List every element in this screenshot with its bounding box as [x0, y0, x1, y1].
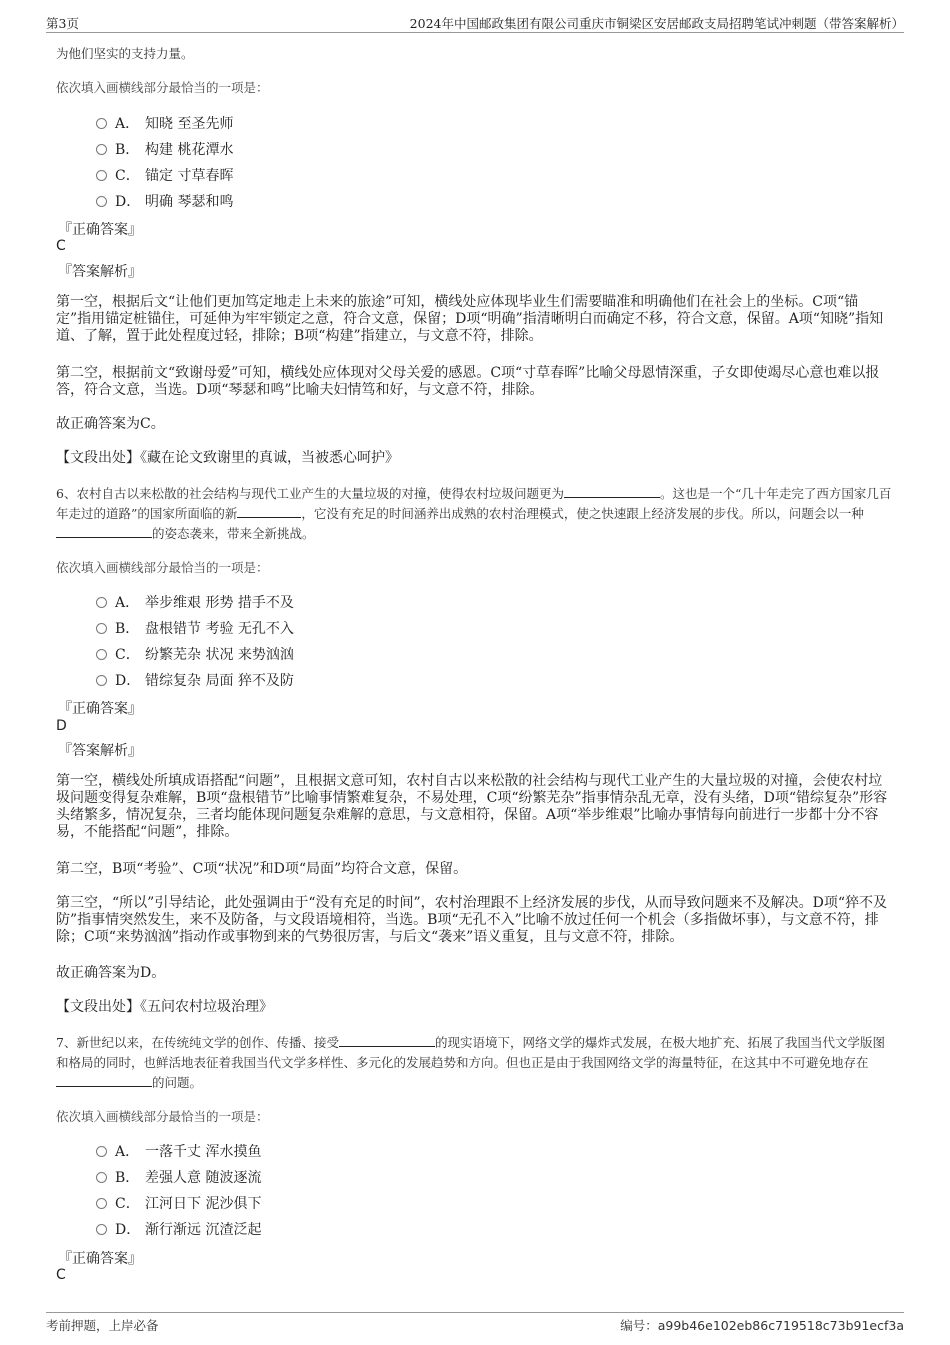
q6-analysis-3: 第三空，“所以”引导结论，此处强调由于“没有充足的时间”，农村治理跟不上经济发展的步伐，从而导致问题来不及解决。D项“猝不及防”指事情突然发生，来不及防备，与文段语境相符，当选。B项“无孔不入”比喻不放过任何一个机会（多指做坏事），与文意不符，排除；C项“来势汹汹”指动作或事物到来的气势很厉害，与后文“袭来”语义重复，且与文意不符，排除。 — [56, 895, 888, 945]
q7-option-c[interactable]: C． 江河日下 泥沙俱下 — [96, 1194, 261, 1214]
q6-option-b[interactable]: B． 盘根错节 考验 无孔不入 — [96, 619, 294, 639]
footer-slogan: 考前押题，上岸必备 — [46, 1318, 159, 1333]
q5-analysis-2: 第二空，根据前文“致谢母爱”可知，横线处应体现对父母关爱的感恩。C项“寸草春晖”比喻父母恩情深重，子女即使竭尽心意也难以报答，符合文意，当选。D项“琴瑟和鸣”比喻夫妇情笃和好，与文意不符，排除。 — [56, 365, 880, 398]
radio-icon[interactable] — [96, 675, 107, 686]
q7-option-b[interactable]: B． 差强人意 随波逐流 — [96, 1168, 261, 1188]
page-header — [46, 12, 904, 33]
q5-option-c[interactable]: C． 锚定 寸草春晖 — [96, 166, 233, 186]
q6-source: 【文段出处】《五问农村垃圾治理》 — [56, 999, 273, 1015]
q7-answer-header: 『正确答案』 — [58, 1251, 142, 1267]
document-title: 2024年中国邮政集团有限公司重庆市铜梁区安居邮政支局招聘笔试冲刺题（带答案解析） — [409, 16, 904, 31]
q5-option-b[interactable]: B． 构建 桃花潭水 — [96, 140, 233, 160]
radio-icon[interactable] — [96, 1146, 107, 1157]
q5-analysis-conclusion: 故正确答案为C。 — [56, 416, 165, 432]
q6-analysis-header: 『答案解析』 — [58, 743, 142, 759]
q6-analysis-2: 第二空，B项“考验”、C项“状况”和D项“局面”均符合文意，保留。 — [56, 861, 468, 877]
q6-option-a[interactable]: A． 举步维艰 形势 措手不及 — [96, 593, 294, 613]
radio-icon[interactable] — [96, 170, 107, 181]
q6-option-c[interactable]: C． 纷繁芜杂 状况 来势汹汹 — [96, 645, 294, 665]
q7-prompt: 依次填入画横线部分最恰当的一项是： — [56, 1109, 269, 1124]
radio-icon[interactable] — [96, 623, 107, 634]
radio-icon[interactable] — [96, 144, 107, 155]
radio-icon[interactable] — [96, 196, 107, 207]
q5-option-a[interactable]: A． 知晓 至圣先师 — [96, 114, 233, 134]
q6-analysis-1: 第一空，横线处所填成语搭配“问题”，且根据文意可知，农村自古以来松散的社会结构与现代工业产生的大量垃圾的对撞，会使农村垃圾问题变得复杂难解，B项“盘根错节”比喻事情繁难复杂，不易处理，C项“纷繁芜杂”指事情杂乱无章，没有头绪，D项“错综复杂”形容头绪繁多，情况复杂，三者均能体现问题复杂难解的意思，与文意相符，保留。A项“举步维艰”比喻办事情每向前进行一步都十分不容易，不能搭配“问题”，排除。 — [56, 773, 888, 840]
q6-analysis-conclusion: 故正确答案为D。 — [56, 965, 166, 981]
q5-prompt: 依次填入画横线部分最恰当的一项是： — [56, 80, 269, 95]
q6-answer-header: 『正确答案』 — [58, 701, 142, 717]
q6-option-d[interactable]: D． 错综复杂 局面 猝不及防 — [96, 671, 294, 691]
q7-option-a[interactable]: A． 一落千丈 浑水摸鱼 — [96, 1142, 261, 1162]
blank-line — [56, 1074, 152, 1087]
radio-icon[interactable] — [96, 1198, 107, 1209]
radio-icon[interactable] — [96, 649, 107, 660]
q5-option-d[interactable]: D． 明确 琴瑟和鸣 — [96, 192, 233, 212]
q5-source: 【文段出处】《藏在论文致谢里的真诚，当被悉心呵护》 — [56, 450, 399, 466]
q6-answer: D — [56, 718, 67, 734]
footer-code: 编号：a99b46e102eb86c719518c73b91ecf3a — [620, 1318, 904, 1333]
radio-icon[interactable] — [96, 118, 107, 129]
q5-analysis-header: 『答案解析』 — [58, 264, 142, 280]
continuation-text: 为他们坚实的支持力量。 — [56, 46, 194, 61]
q5-answer-header: 『正确答案』 — [58, 222, 142, 238]
radio-icon[interactable] — [96, 1172, 107, 1183]
blank-line — [339, 1034, 435, 1047]
blank-line — [56, 525, 152, 538]
blank-line — [564, 485, 660, 498]
page-number: 第3页 — [46, 16, 79, 31]
q6-prompt: 依次填入画横线部分最恰当的一项是： — [56, 560, 269, 575]
radio-icon[interactable] — [96, 597, 107, 608]
q7-answer: C — [56, 1267, 66, 1283]
radio-icon[interactable] — [96, 1224, 107, 1235]
q7-stem: 7、新世纪以来，在传统纯文学的创作、传播、接受 的现实语境下，网络文学的爆炸式发展，在极大地扩充、拓展了我国当代文学版图和格局的同时，也鲜活地表征着我国当代文学多样性、多元化的发展趋势和方向。但也正是由于我国网络文学的海量特征，在这其中不可避免地存在的问题。 — [56, 1035, 885, 1090]
q7-option-d[interactable]: D． 渐行渐远 沉渣泛起 — [96, 1220, 261, 1240]
page-footer — [46, 1312, 904, 1335]
q6-stem: 6、农村自古以来松散的社会结构与现代工业产生的大量垃圾的对撞，使得农村垃圾问题更为 。这也是一个“几十年走完了西方国家几百年走过的道路”的国家所面临的新 ，它没有充足的时间涵养出成熟的农村治理模式，使之快速跟上经济发展的步伐。所以，问题会以一种的姿态袭来，带来全新挑战。 — [56, 486, 892, 541]
q5-answer: C — [56, 238, 66, 254]
blank-line — [237, 505, 301, 518]
q5-analysis-1: 第一空，根据后文“让他们更加笃定地走上未来的旅途”可知，横线处应体现毕业生们需要瞄准和明确他们在社会上的坐标。C项“锚定”指用锚定桩锚住，可延伸为牢牢锁定之意，符合文意，保留；D项“明确”指清晰明白而确定不移，符合文意，保留。A项“知晓”指知道、了解，置于此处程度过轻，排除；B项“构建”指建立，与文意不符，排除。 — [56, 294, 884, 344]
